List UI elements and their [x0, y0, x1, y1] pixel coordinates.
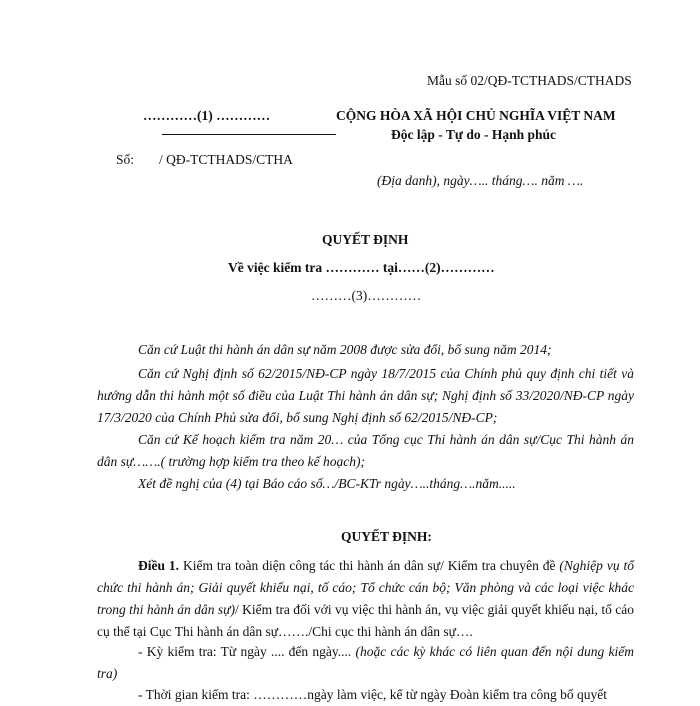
preamble-proposal: Xét đề nghị của (4) tại Báo cáo số…/BC-KTr ngày…..tháng….năm.....: [138, 476, 516, 491]
inspection-period-text: - Kỳ kiểm tra: Từ ngày .... đến ngày....: [138, 644, 356, 659]
document-number-label: Số:: [116, 152, 135, 167]
inspection-duration: - Thời gian kiểm tra: …………ngày làm việc, kể từ ngày Đoàn kiểm tra công bố quyết: [138, 687, 607, 702]
document-subject: Về việc kiểm tra ………… tại……(2)…………: [228, 260, 495, 275]
article-1-scope: (Nghiệp vụ tổ chức thi hành án; Giải quyết khiếu nại, tố cáo; Tổ chức cán bộ; Văn phòng và các loại việc khác trong thi hành án dân sự): [97, 558, 634, 617]
country-name: CỘNG HÒA XÃ HỘI CHỦ NGHĨA VIỆT NAM: [336, 108, 616, 123]
preamble-legal-basis-3: Căn cứ Kế hoạch kiểm tra năm 20… của Tổng cục Thi hành án dân sự/Cục Thi hành án dân sự…….( trường hợp kiểm tra theo kế hoạch);: [97, 432, 634, 469]
article-1-label: Điều 1.: [138, 558, 180, 573]
inspection-period: [97, 641, 634, 685]
preamble-legal-basis-2: Căn cứ Nghị định số 62/2015/NĐ-CP ngày 18/7/2015 của Chính phủ quy định chi tiết và hướng dẫn thi hành một số điều của Luật Thi hành án dân sự; Nghị định số 33/2020/NĐ-CP ngày 17/3/2020 của Chính Phủ sửa đổi, bổ sung Nghị định số 62/2015/NĐ-CP;: [97, 366, 634, 425]
decision-heading: QUYẾT ĐỊNH:: [341, 529, 432, 544]
inspection-period-note: (hoặc các kỳ khác có liên quan đến nội dung kiểm tra): [97, 644, 634, 681]
document-number-code: / QĐ-TCTHADS/CTHA: [159, 152, 293, 167]
document-title: QUYẾT ĐỊNH: [322, 232, 409, 247]
article-1-text-a: Kiểm tra toàn diện công tác thi hành án dân sự/ Kiểm tra chuyên đề: [179, 558, 560, 573]
article-1-text-c: / Kiểm tra đối với vụ việc thi hành án, vụ việc giải quyết khiếu nại, tố cáo cụ thể tại Cục Thi hành án dân sự……./Chi cục thi hành án dân sự….: [97, 602, 634, 639]
preamble-legal-basis-1: Căn cứ Luật thi hành án dân sự năm 2008 được sửa đổi, bổ sung năm 2014;: [138, 342, 552, 357]
national-motto: Độc lập - Tự do - Hạnh phúc: [391, 127, 557, 142]
issuing-authority: ………(3)…………: [311, 288, 422, 303]
place-and-date: (Địa danh), ngày….. tháng…. năm ….: [377, 173, 584, 188]
form-code: Mẫu số 02/QĐ-TCTHADS/CTHADS: [427, 73, 632, 88]
article-1: [97, 555, 634, 643]
agency-underline: [162, 134, 336, 135]
agency-placeholder: …………(1) …………: [143, 108, 271, 123]
